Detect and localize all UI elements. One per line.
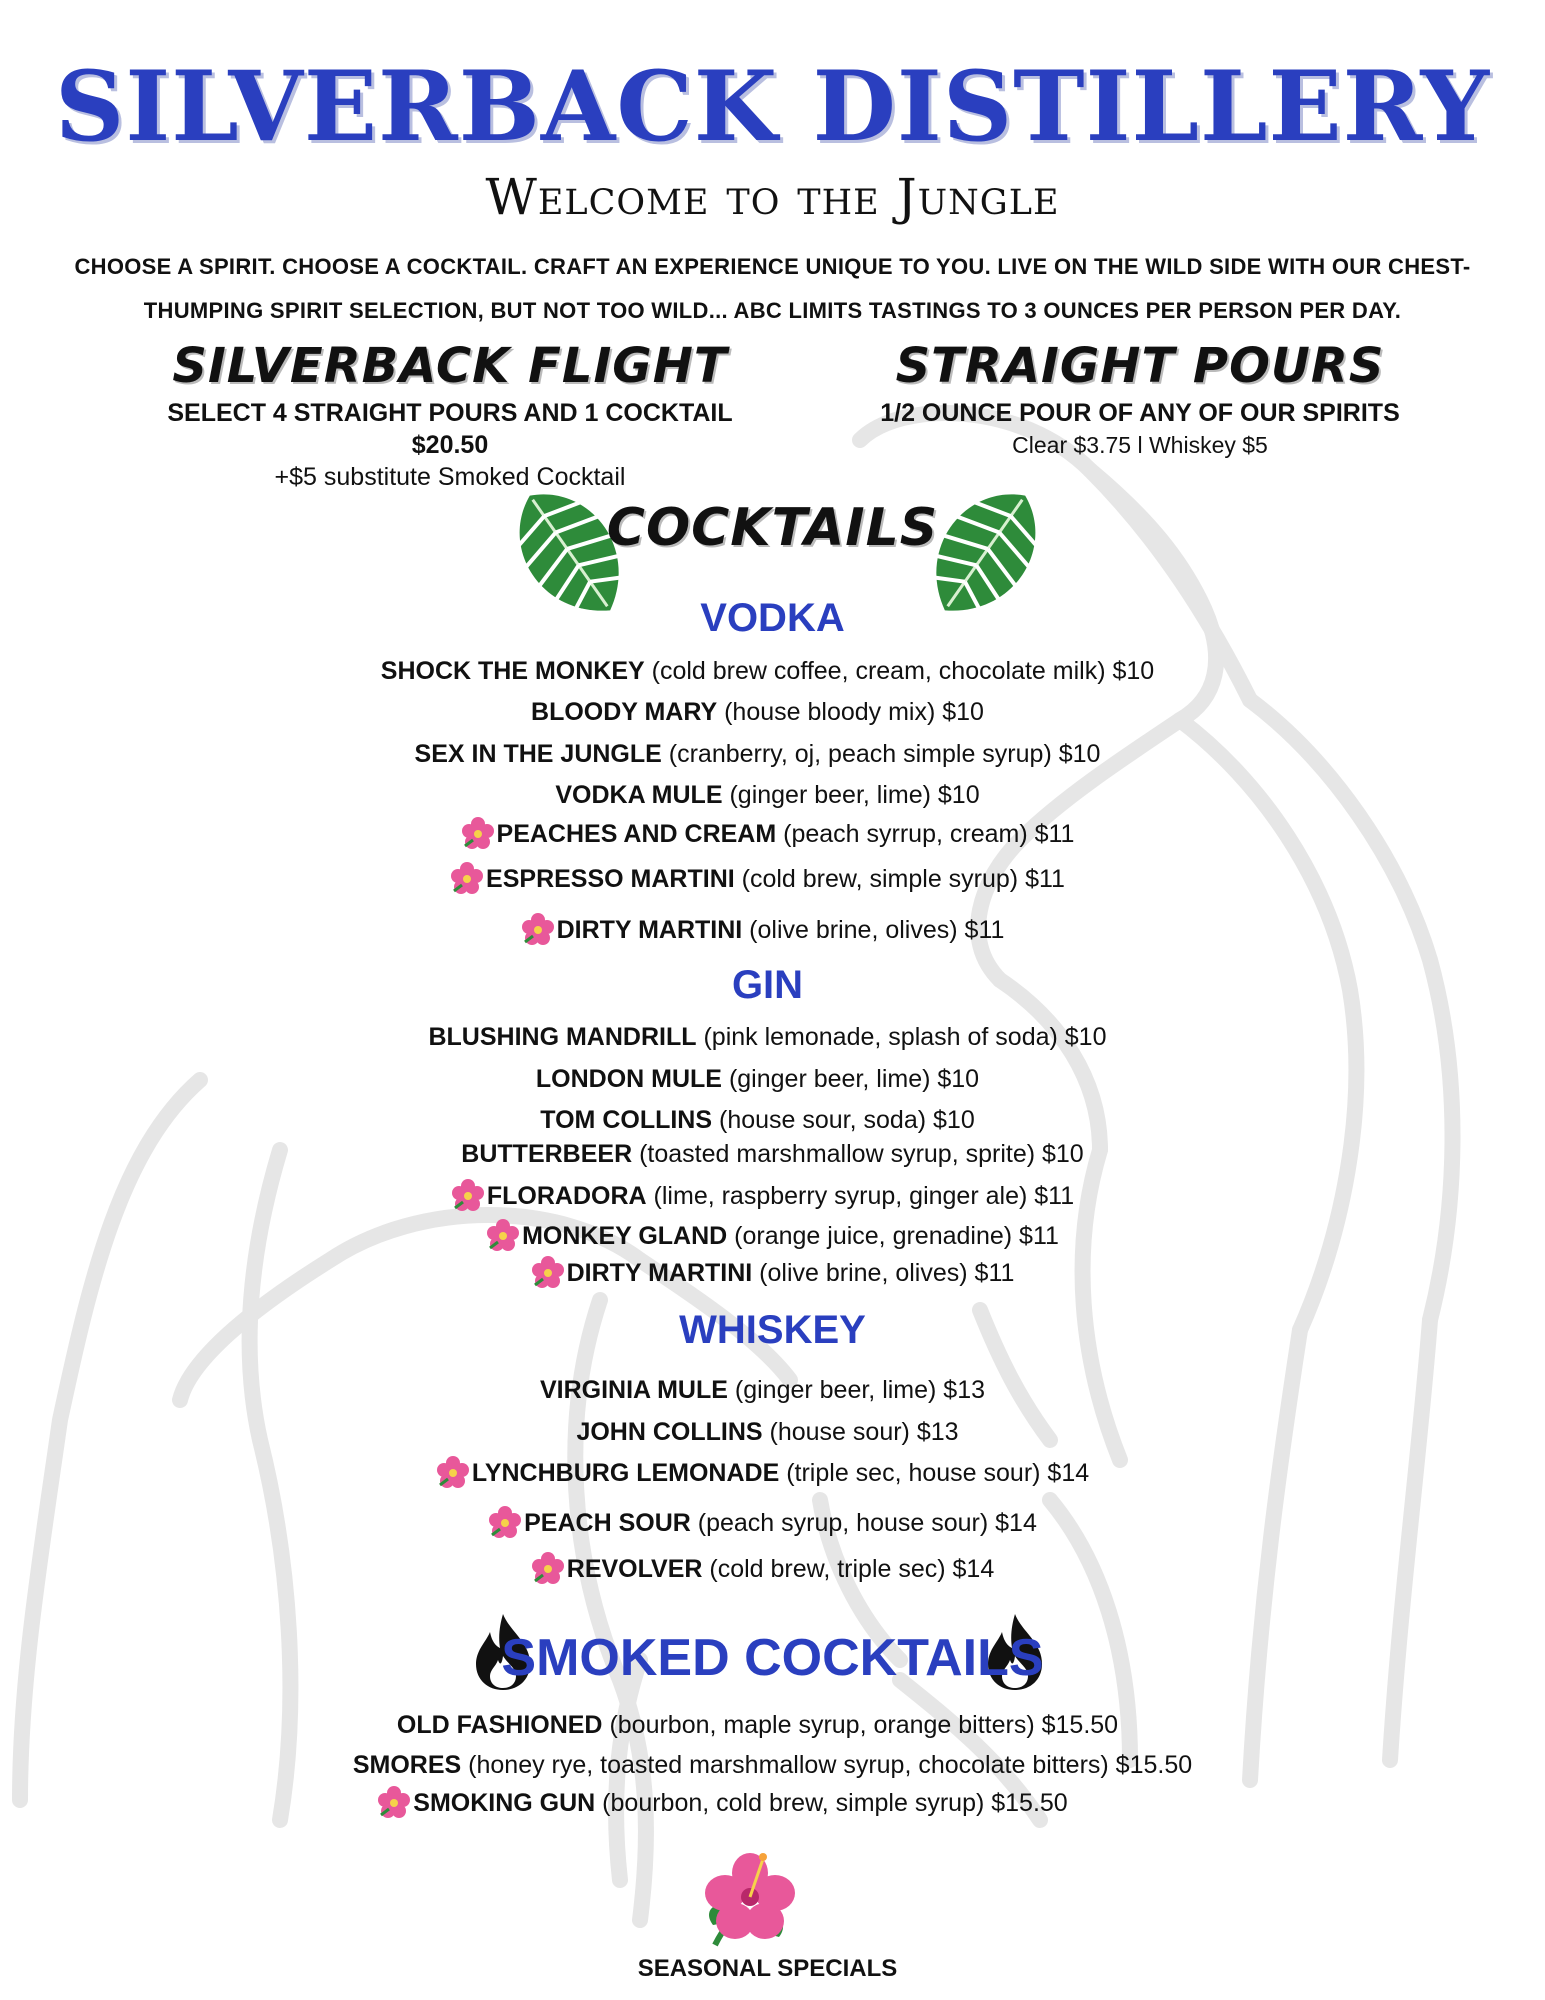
menu-item: OLD FASHIONED (bourbon, maple syrup, orange bitters) $15.50 [396,1711,1119,1739]
gin-heading: GIN [731,963,804,1007]
straight-pours-line-1: 1/2 OUNCE POUR OF ANY OF OUR SPIRITS [880,399,1400,427]
flight-line-1: SELECT 4 STRAIGHT POURS AND 1 COCKTAIL $20.50 [167,399,733,459]
hibiscus-icon [377,1785,411,1819]
distillery-title: SILVERBACK DISTILLERY [54,50,1491,163]
vodka-heading: VODKA [700,596,845,640]
intro-line-1: CHOOSE A SPIRIT. CHOOSE A COCKTAIL. CRAFT AN EXPERIENCE UNIQUE TO YOU. LIVE ON THE WILD SIDE WITH OUR CHEST- [74,254,1471,279]
menu-item: TOM COLLINS (house sour, soda) $10 [540,1106,975,1134]
silverback-flight-block [140,335,760,493]
menu-item: SHOCK THE MONKEY (cold brew coffee, cream, chocolate milk) $10 [380,657,1155,685]
hibiscus-icon [531,1255,565,1289]
menu-item: BUTTERBEER (toasted marshmallow syrup, sprite) $10 [461,1140,1084,1168]
menu-item: BLOODY MARY (house bloody mix) $10 [531,698,984,726]
menu-item: LYNCHBURG LEMONADE (triple sec, house sour) $14 [0,1455,1535,1489]
menu-item: SEX IN THE JUNGLE (cranberry, oj, peach simple syrup) $10 [414,740,1101,768]
menu-item: VODKA MULE (ginger beer, lime) $10 [555,781,980,809]
flight-line-2: +$5 substitute Smoked Cocktail [274,463,626,491]
seasonal-specials-label: SEASONAL SPECIALS [637,1955,898,1982]
hibiscus-icon [486,1218,520,1252]
cocktails-heading: COCKTAILS [606,498,939,558]
menu-item: DIRTY MARTINI (olive brine, olives) $11 [0,912,1535,946]
intro-text [0,245,1545,333]
menu-item: PEACH SOUR (peach syrup, house sour) $14 [0,1505,1535,1539]
menu-item: REVOLVER (cold brew, triple sec) $14 [0,1551,1535,1585]
menu-item: JOHN COLLINS (house sour) $13 [576,1418,959,1446]
menu-item: ESPRESSO MARTINI (cold brew, simple syrup) $11 [0,861,1530,895]
hibiscus-icon [461,816,495,850]
menu-item: LONDON MULE (ginger beer, lime) $10 [535,1065,980,1093]
menu-item: PEACHES AND CREAM (peach syrrup, cream) $11 [0,816,1540,850]
menu-item: SMORES (honey rye, toasted marshmallow syrup, chocolate bitters) $15.50 [352,1751,1193,1779]
hibiscus-icon [488,1505,522,1539]
menu-item: FLORADORA (lime, raspberry syrup, ginger ale) $11 [0,1178,1535,1212]
menu-item: DIRTY MARTINI (olive brine, olives) $11 [0,1255,1545,1289]
hibiscus-icon [450,861,484,895]
welcome-subtitle: Welcome to the Jungle [485,168,1060,226]
smoked-cocktails-heading: SMOKED COCKTAILS [501,1629,1044,1687]
straight-pours-line-2: Clear $3.75 l Whiskey $5 [1012,432,1268,458]
intro-line-2: THUMPING SPIRIT SELECTION, BUT NOT TOO WILD... ABC LIMITS TASTINGS TO 3 OUNCES PER PERSON PER DAY. [143,298,1402,323]
straight-pours-block [840,335,1440,461]
menu-item: SMOKING GUN (bourbon, cold brew, simple syrup) $15.50 [0,1785,1495,1819]
hibiscus-icon [531,1551,565,1585]
hibiscus-icon [521,912,555,946]
flight-heading: SILVERBACK FLIGHT [172,338,728,394]
menu-item: MONKEY GLAND (orange juice, grenadine) $11 [0,1218,1545,1252]
menu-item: VIRGINIA MULE (ginger beer, lime) $13 [539,1376,986,1404]
whiskey-heading: WHISKEY [679,1308,866,1352]
hibiscus-icon [436,1455,470,1489]
menu-item: BLUSHING MANDRILL (pink lemonade, splash of soda) $10 [428,1023,1107,1051]
hibiscus-icon [451,1178,485,1212]
straight-pours-heading: STRAIGHT POURS [895,338,1385,394]
hibiscus-icon [695,1845,805,1955]
